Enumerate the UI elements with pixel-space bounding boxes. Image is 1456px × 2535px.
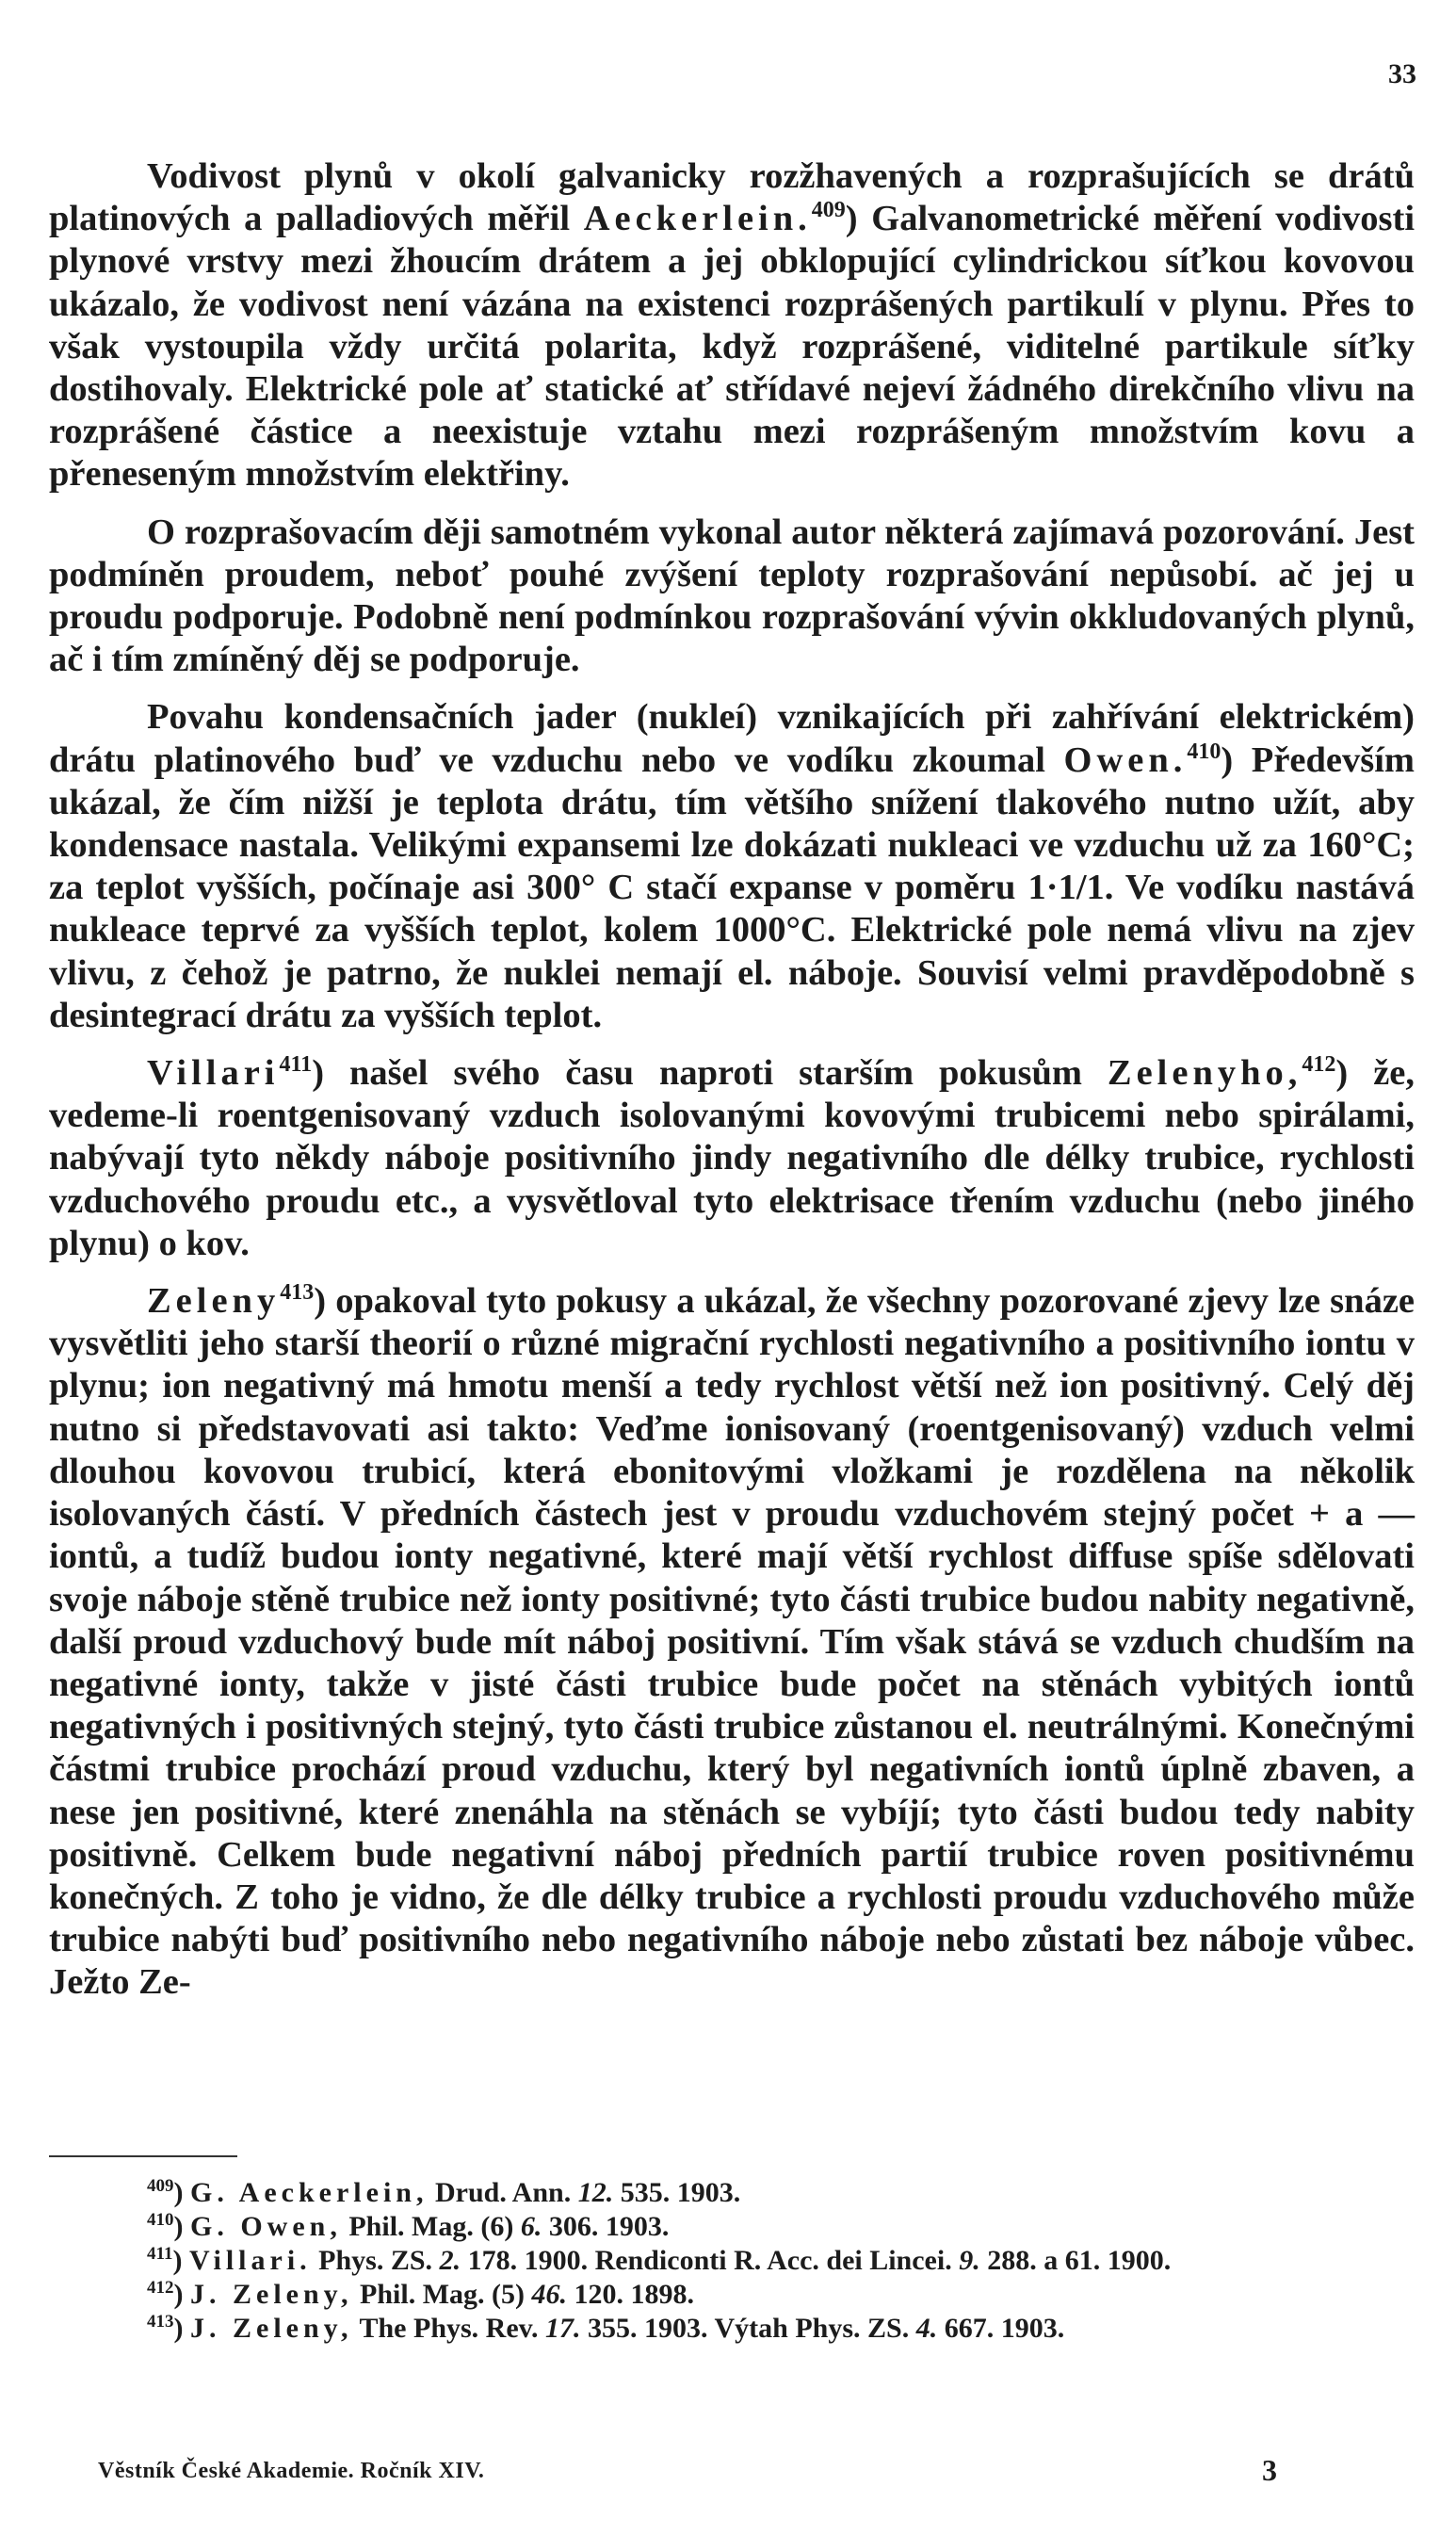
author-name: Zelenyho, (1107, 1053, 1302, 1094)
footnote-ref: 410 (1187, 739, 1221, 764)
paragraph-3: Povahu kondensačních jader (nukleí) vznikajících při zahřívání elektrickém) drátu platinového buď ve vzduchu nebo ve vodíku zkoumal Owen.$^{410}$) Především ukázal, že čím nižší je teplota drátu, tím většího snížení tlakového nutno užít, aby kondensace nastala. Velikými expansemi lze dokázati nukleaci ve vzduchu už za 160°C; za teplot vyšších, počínaje asi 300° C stačí expanse v poměru 1·1/1. Ve vodíku nastává nukleace teprvé za vyšších teplot, kolem 1000°C. Elektrické pole nemá vlivu na zjev vlivu, z čehož je patrno, že nuklei nemají el. náboje. Souvisí velmi pravděpodobně s desintegrací drátu za vyšších teplot. (49, 697, 1416, 1035)
footnote-ref: 413 (280, 1280, 315, 1306)
signature-mark: 3 (1262, 2453, 1277, 2487)
journal-footer: Věstník České Akademie. Ročník XIV. (98, 2459, 485, 2483)
article-body (49, 155, 1415, 2005)
author-name: Owen. (1063, 739, 1188, 780)
page-number: 33 (1388, 58, 1416, 89)
paragraph-4: Villari$^{411}$) našel svého času naproti starším pokusům Zelenyho,$^{412}$) že, vedeme-li roentgenisovaný vzduch isolovanými kovovými trubicemi nebo spirálami, nabývají tyto někdy náboje positivního jindy negativního dle délky trubice, rychlosti vzduchového proudu etc., a vysvětloval tyto elektrisace třením vzduchu (nebo jiného plynu) o kov. (49, 1052, 1415, 1263)
author-name: Villari (147, 1053, 280, 1094)
footnote-ref: 412 (1302, 1052, 1336, 1078)
footnote-409: $^{409}$) G. Aeckerlein, Drud. Ann. 12. 535. 1903. (147, 2176, 741, 2208)
paragraph-1: Vodivost plynů v okolí galvanicky rozžhavených a rozprašujících se drátů platinových a palladiových měřil Aeckerlein.$^{409}$) Galvanometrické měření vodivosti plynové vrstvy mezi žhoucím drátem a jej obklopující cylindrickou síťkou kovovou ukázalo, že vodivost není vázána na existenci rozprášených partikulí v plynu. Přes to však vystoupila vždy určitá polarita, když rozprášené, viditelné partikule síťky dostihovaly. Elektrické pole ať statické ať střídavé nejeví žádného direkčního vlivu na rozprášené částice a neexistuje vztahu mezi rozprášeným množstvím kovu a přeneseným množstvím elektřiny. (49, 156, 1416, 495)
paragraph-5: Zeleny$^{413}$) opakoval tyto pokusy a ukázal, že všechny pozorované zjevy lze snáze vysvětliti jeho starší theorií o různé migrační rychlosti negativního a positivního iontu v plynu; ion negativný má hmotu menší a tedy rychlost větší než ion positivný. Celý děj nutno si představovati asi takto: Veďme ionisovaný (roentgenisovaný) vzduch velmi dlouhou kovovou trubicí, která ebonitovými vložkami je rozdělena na několik isolovaných částí. V předních částech jest v proudu vzduchovém stejný počet + a — iontů, a tudíž budou ionty negativné, které mají větší rychlost diffuse spíše sdělovati svoje náboje stěně trubice než ionty positivné; tyto části trubice budou nabity negativně, další proud vzduchový bude mít náboj positivní. Tím však stává se vzduch chudším na negativné ionty, takže v jisté části trubice bude počet na stěnách vybitých iontů negativných i positivných stejný, tyto části trubice zůstanou el. neutrálnými. Konečnými částmi trubice prochází proud vzduchu, který byl negativních iontů úplně zbaven, a nese jen positivné, které znenáhla na stěnách se vybíjí; tyto části budou tedy nabity positivně. Celkem bude negativní náboj předních partií trubice roven positivnému konečných. Z toho je vidno, že dle délky trubice a rychlosti proudu vzduchového může trubice nabýti buď positivního nebo negativního náboje nebo zůstati bez náboje vůbec. Ježto Ze- (49, 1280, 1415, 2003)
footnote-ref: 411 (279, 1052, 313, 1078)
footnote-412: $^{412}$) J. Zeleny, Phil. Mag. (5) 46. 120. 1898. (147, 2278, 694, 2310)
author-name: Zeleny (147, 1281, 281, 1322)
footnote-divider (49, 2155, 237, 2157)
footnote-411: $^{411}$) Villari. Phys. ZS. 2. 178. 1900. Rendiconti R. Acc. dei Lincei. 9. 288. a 61. 1900. (147, 2244, 1172, 2276)
paragraph-2: O rozprašovacím ději samotném vykonal autor některá zajímavá pozorování. Jest podmíněn proudem, neboť pouhé zvýšení teploty rozprašování nepůsobí. ač jej u proudu podporuje. Podobně není podmínkou rozprašování vývin okkludovaných plynů, ač i tím zmíněný děj se podporuje. (49, 512, 1415, 680)
footnotes (49, 2176, 1415, 2346)
footnote-413: $^{413}$) J. Zeleny, The Phys. Rev. 17. 355. 1903. Výtah Phys. ZS. 4. 667. 1903. (147, 2312, 1065, 2344)
author-name: Aeckerlein. (583, 199, 812, 239)
footnote-ref: 409 (811, 198, 846, 223)
footnote-410: $^{410}$) G. Owen, Phil. Mag. (6) 6. 306. 1903. (147, 2210, 670, 2242)
